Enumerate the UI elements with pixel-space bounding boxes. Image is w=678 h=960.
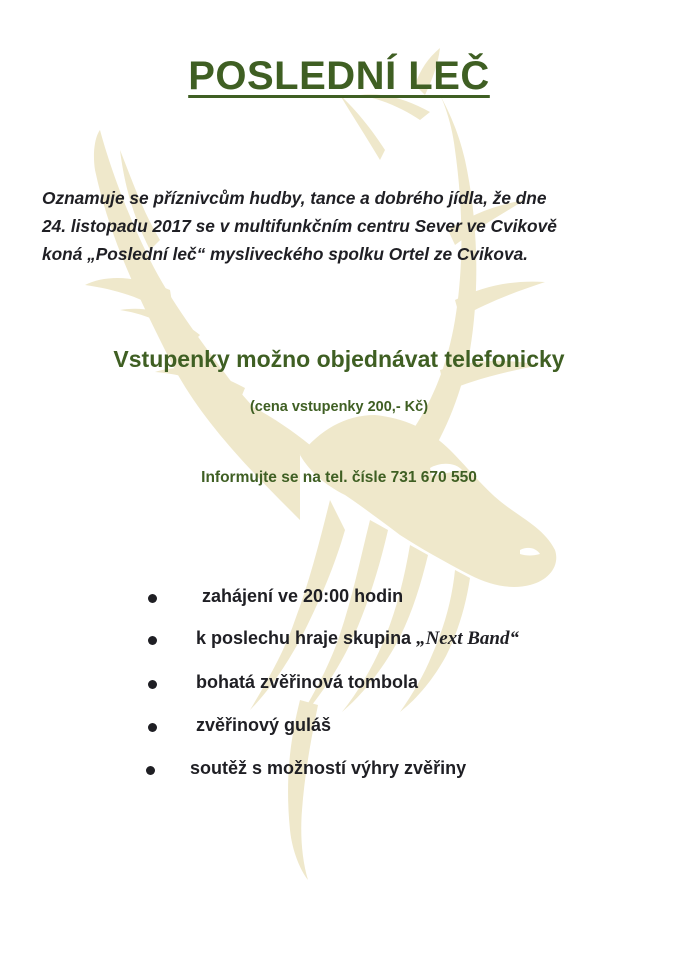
program-item-text: k poslechu hraje skupina	[196, 628, 417, 648]
program-item-text: zvěřinový guláš	[196, 715, 332, 735]
phone-info: Informujte se na tel. čísle 731 670 550	[201, 469, 477, 486]
ticket-price-note: (cena vstupenky 200,- Kč)	[249, 399, 429, 415]
program-item	[0, 715, 678, 741]
program-item	[0, 672, 678, 698]
bullet-dot-icon	[148, 723, 157, 732]
program-item-text: bohatá zvěřinová tombola	[196, 672, 419, 692]
tickets-heading: Vstupenky možno objednávat telefonicky	[113, 346, 565, 372]
program-item-text-wrap	[196, 628, 519, 650]
poster-title	[0, 52, 678, 100]
intro-line: 24. listopadu 2017 se v multifunkčním centru Sever ve Cvikově	[42, 216, 557, 236]
intro-line: koná „Poslední leč“ mysliveckého spolku Ortel ze Cvikova.	[42, 244, 528, 264]
bullet-dot-icon	[148, 680, 157, 689]
intro-paragraph	[42, 184, 652, 268]
program-item	[0, 628, 678, 654]
poster-title-text: POSLEDNÍ LEČ	[188, 54, 490, 98]
band-name: „Next Band“	[416, 628, 520, 649]
bullet-dot-icon	[148, 636, 157, 645]
intro-line: Oznamuje se příznivcům hudby, tance a dobrého jídla, že dne	[42, 188, 547, 208]
program-item	[0, 586, 678, 612]
bullet-dot-icon	[146, 766, 155, 775]
program-item-text: zahájení ve 20:00 hodin	[202, 586, 404, 606]
bullet-dot-icon	[148, 594, 157, 603]
program-item-text: soutěž s možností výhry zvěřiny	[190, 758, 467, 778]
program-item	[0, 758, 678, 784]
